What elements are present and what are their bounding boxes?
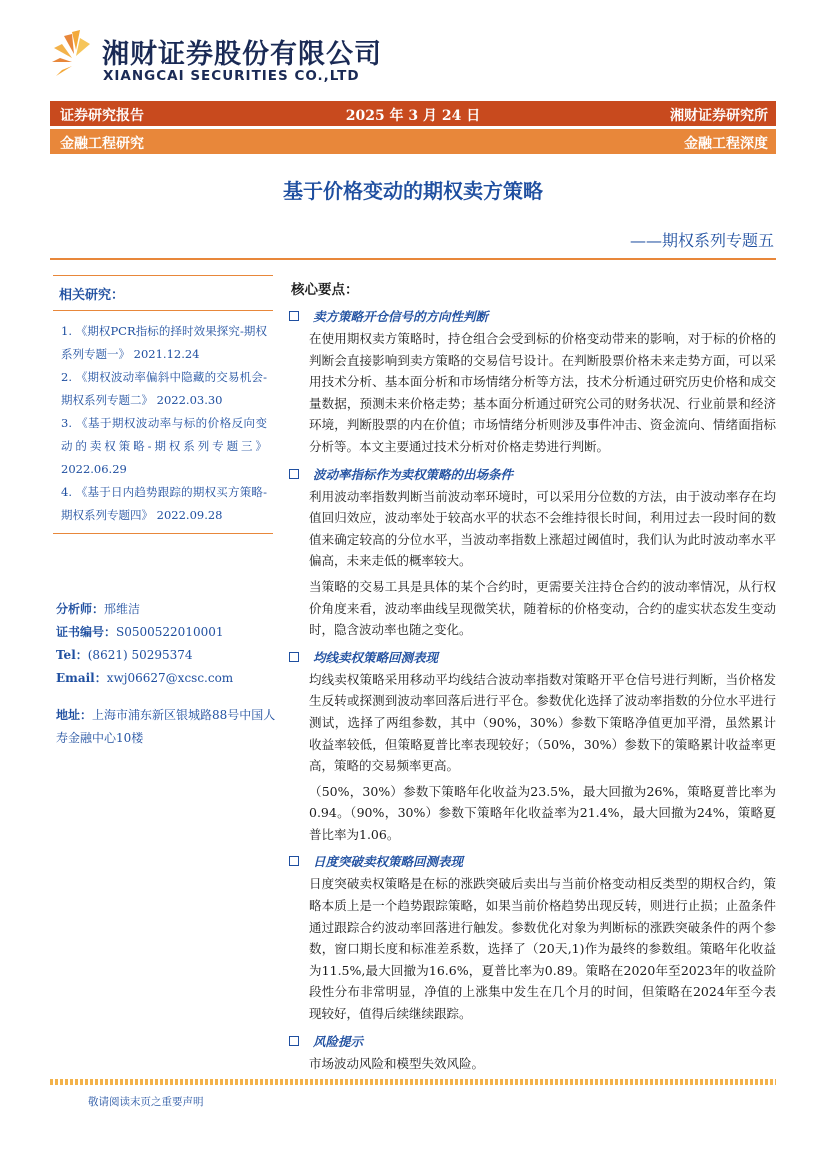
report-title: 基于价格变动的期权卖方策略 xyxy=(283,179,543,203)
tel-label: Tel： xyxy=(56,648,88,662)
sidebar xyxy=(53,275,273,534)
checkbox-bullet-icon xyxy=(289,311,299,321)
report-date: 2025 年 3 月 24 日 xyxy=(345,108,481,124)
institute-name: 湘财证券研究所 xyxy=(670,108,768,124)
section-paragraph: 利用波动率指数判断当前波动率环境时，可以采用分位数的方法，由于波动率存在均值回归效应，波动率处于较高水平的状态不会维持很长时间，利用过去一段时间的数值来确定较高的分位水平，当波动率指数上涨超过阈值时，我们认为此时波动率水平偏高，未来走低的概率较大。 xyxy=(309,488,776,569)
related-research-heading: 相关研究： xyxy=(53,275,273,311)
related-research-item[interactable]: 4. 《基于日内趋势跟踪的期权买方策略-期权系列专题四》 2022.09.28 xyxy=(61,485,267,522)
report-type: 证券研究报告 xyxy=(60,108,144,124)
tel-number: (8621) 50295374 xyxy=(87,648,193,662)
section-title: 波动率指标作为卖权策略的出场条件 xyxy=(313,466,514,482)
report-category: 金融工程研究 xyxy=(60,136,144,152)
cert-label: 证书编号： xyxy=(56,625,117,639)
section-paragraph: 日度突破卖权策略是在标的涨跌突破后卖出与当前价格变动相反类型的期权合约，策略本质上是一个趋势跟踪策略，如果当前价格趋势出现反转，则进行止损；止盈条件通过跟踪合约波动率回落进行触发。参数优化对象为判断标的涨跌突破条件的两个参数，窗口期长度和标准差系数，选择了（20天,1)作为最终的参数组。策略年化收益为11.5%,最大回撤为16.6%，夏普比率为0.89。策略在2020年至2023年的收益阶段性分布非常明显，净值的上涨集中发生在几个月的时间，但策略在2024年至今表现较好，值得后续继续跟踪。 xyxy=(309,876,776,1022)
section-heading xyxy=(289,462,776,486)
header-bar-primary xyxy=(50,101,776,126)
header-bar-secondary xyxy=(50,129,776,154)
section-title: 卖方策略开仓信号的方向性判断 xyxy=(313,309,489,324)
section-paragraph: 当策略的交易工具是具体的某个合约时，更需要关注持仓合约的波动率情况，从行权价角度来看，波动率曲线呈现微笑状，随着标的价格变动，合约的虚实状态发生变动时，隐含波动率也随之变化。 xyxy=(309,578,776,638)
title-divider xyxy=(50,258,776,260)
report-subtitle: ——期权系列专题五 xyxy=(629,231,774,250)
section-paragraph: （50%，30%）参数下策略年化收益为23.5%，最大回撤为26%，策略夏普比率为0.94。（90%，30%）参数下策略年化收益率为21.4%，最大回撤为24%，策略夏普比率为1.06。 xyxy=(309,783,776,842)
analyst-info xyxy=(56,598,276,690)
company-logo xyxy=(50,28,382,90)
email-label: Email： xyxy=(56,671,107,685)
checkbox-bullet-icon xyxy=(289,469,299,479)
related-research-item[interactable]: 3. 《基于期权波动率与标的价格反向变动的卖权策略-期权系列专题三》 2022.06.29 xyxy=(61,416,267,476)
section-paragraph: 均线卖权策略采用移动平均线结合波动率指数对策略开平仓信号进行判断，当价格发生反转或探测到波动率回落后进行平仓。参数优化选择了波动率指数的分位水平进行测试，选择了两组参数，其中（90%，30%）参数下策略净值更加平滑，虽然累计收益率较低，但策略夏普比率表现较好；（50%，30%）参数下的策略累计收益率更高，策略的交易频率更高。 xyxy=(309,671,776,774)
section-heading xyxy=(289,304,776,328)
address-value: 上海市浦东新区银城路88号中国人寿金融中心10楼 xyxy=(56,708,276,745)
section-heading xyxy=(289,645,776,669)
section-paragraph: 在使用期权卖方策略时，持仓组合会受到标的价格变动带来的影响，对于标的价格的判断会直接影响到卖方策略的交易信号设计。在判断股票价格未来走势方面，可以采用技术分析、基本面分析和市场情绪分析等方法，技术分析通过研究历史价格和成交量数据，预测未来价格走势；基本面分析通过研究公司的财务状况、行业前景和经济环境，判断股票的内在价值；市场情绪分析则涉及事件冲击、资金流向、情绪面指标分析等。本文主要通过技术分析对价格走势进行判断。 xyxy=(309,331,776,454)
footer-divider xyxy=(50,1079,776,1085)
email-address[interactable]: xwj06627@xcsc.com xyxy=(106,671,234,685)
address-label: 地址： xyxy=(56,708,93,722)
checkbox-bullet-icon xyxy=(289,1036,299,1046)
section-title: 均线卖权策略回测表现 xyxy=(313,649,439,665)
logo-flame-icon xyxy=(50,28,96,86)
report-subcategory: 金融工程深度 xyxy=(684,136,768,152)
footer-disclaimer-note: 敬请阅读末页之重要声明 xyxy=(88,1096,204,1108)
main-content xyxy=(289,278,776,1074)
section-paragraph: 市场波动风险和模型失效风险。 xyxy=(309,1055,485,1071)
section-title: 日度突破卖权策略回测表现 xyxy=(313,854,464,870)
checkbox-bullet-icon xyxy=(289,652,299,662)
company-name-en: XIANGCAI SECURITIES CO.,LTD xyxy=(103,68,360,84)
related-research-item[interactable]: 1. 《期权PCR指标的择时效果探究-期权系列专题一》 2021.12.24 xyxy=(61,324,267,361)
cert-number: S0500522010001 xyxy=(116,625,224,639)
address-info xyxy=(56,704,276,750)
analyst-label: 分析师： xyxy=(56,602,105,616)
section-heading xyxy=(289,1029,776,1053)
section-title: 风险提示 xyxy=(313,1033,364,1049)
company-name-cn: 湘财证券股份有限公司 xyxy=(102,39,382,70)
section-heading xyxy=(289,849,776,873)
related-research-list xyxy=(53,311,273,534)
core-points-heading: 核心要点： xyxy=(291,282,359,298)
analyst-name: 邢维洁 xyxy=(104,602,141,616)
related-research-item[interactable]: 2. 《期权波动率偏斜中隐藏的交易机会-期权系列专题二》 2022.03.30 xyxy=(61,370,267,407)
checkbox-bullet-icon xyxy=(289,856,299,866)
